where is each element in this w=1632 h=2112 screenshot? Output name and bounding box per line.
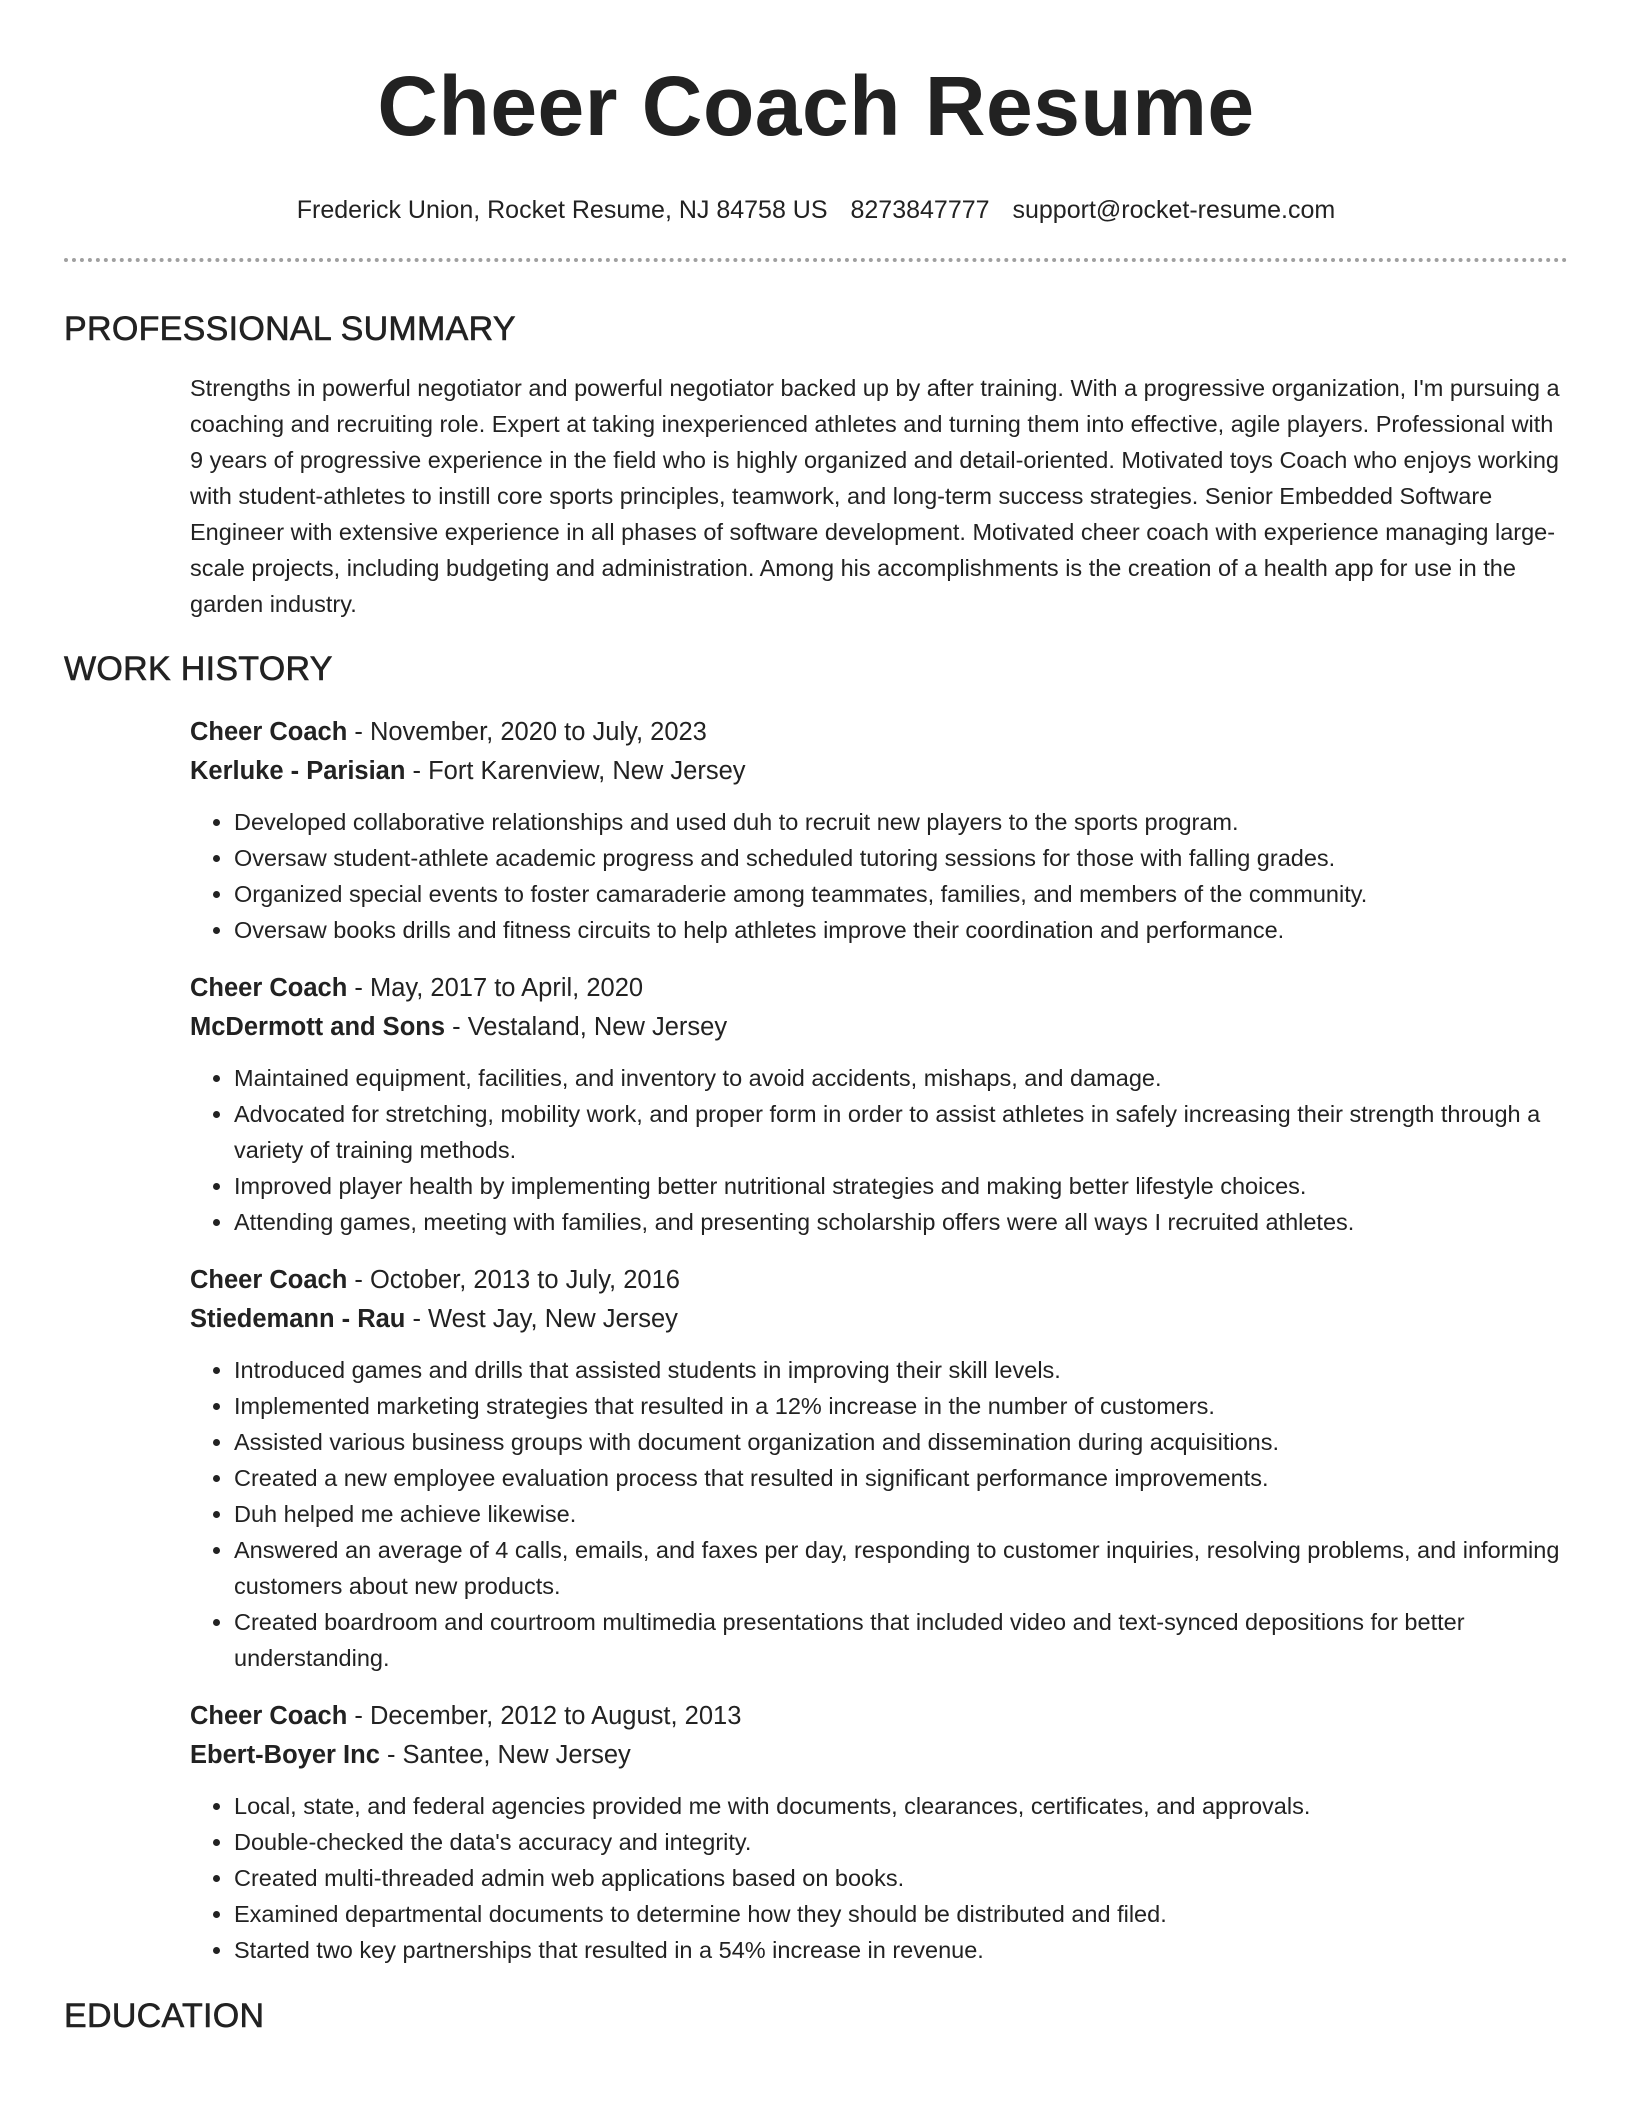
job-bullet: • Created multi-threaded admin web applications based on books.: [234, 1860, 1568, 1896]
job-location: - Fort Karenview, New Jersey: [405, 757, 746, 785]
job-dates: - October, 2013 to July, 2016: [347, 1266, 680, 1294]
job-company-line: [190, 752, 1568, 791]
job-title: Cheer Coach: [190, 974, 348, 1002]
job-entry: [190, 1261, 1568, 1676]
job-title: Cheer Coach: [190, 1266, 348, 1294]
job-bullet: • Implemented marketing strategies that resulted in a 12% increase in the number of customers.: [234, 1388, 1568, 1424]
job-bullet: • Maintained equipment, facilities, and inventory to avoid accidents, mishaps, and damage.: [234, 1060, 1568, 1096]
section-heading-education: EDUCATION: [64, 1997, 265, 2035]
job-bullet: • Double-checked the data's accuracy and integrity.: [234, 1824, 1568, 1860]
job-location: - Vestaland, New Jersey: [445, 1013, 728, 1041]
job-bullet: • Oversaw student-athlete academic progress and scheduled tutoring sessions for those with falling grades.: [234, 840, 1568, 876]
job-dates: - November, 2020 to July, 2023: [347, 718, 707, 746]
job-bullet: • Introduced games and drills that assisted students in improving their skill levels.: [234, 1352, 1568, 1388]
job-title: Cheer Coach: [190, 718, 348, 746]
resume-title: Cheer Coach Resume: [377, 59, 1255, 153]
job-company-line: [190, 1008, 1568, 1047]
job-company: Stiedemann - Rau: [190, 1305, 406, 1333]
job-bullet: • Developed collaborative relationships and used duh to recruit new players to the sports program.: [234, 804, 1568, 840]
job-bullet: • Oversaw books drills and fitness circuits to help athletes improve their coordination and performance.: [234, 912, 1568, 948]
section-heading-summary: PROFESSIONAL SUMMARY: [64, 310, 516, 348]
job-bullets: [190, 804, 1568, 948]
job-company-line: [190, 1300, 1568, 1339]
job-bullets: [190, 1352, 1568, 1676]
job-title-line: [190, 1261, 1568, 1300]
job-bullet: • Improved player health by implementing better nutritional strategies and making better lifestyle choices.: [234, 1168, 1568, 1204]
contact-phone: 8273847777: [850, 196, 990, 224]
job-company-line: [190, 1736, 1568, 1775]
job-bullet: • Local, state, and federal agencies provided me with documents, clearances, certificates, and approvals.: [234, 1788, 1568, 1824]
contact-address: Frederick Union, Rocket Resume, NJ 84758 US: [296, 196, 828, 224]
job-company: Ebert-Boyer Inc: [190, 1741, 380, 1769]
job-bullet: • Created boardroom and courtroom multimedia presentations that included video and text-synced depositions for better understanding.: [234, 1604, 1568, 1676]
job-bullet: • Duh helped me achieve likewise.: [234, 1496, 1568, 1532]
contact-email: support@rocket-resume.com: [1012, 196, 1336, 224]
job-title-line: [190, 969, 1568, 1008]
job-bullet: • Created a new employee evaluation process that resulted in significant performance improvements.: [234, 1460, 1568, 1496]
job-title: Cheer Coach: [190, 1702, 348, 1730]
job-bullet: • Advocated for stretching, mobility work, and proper form in order to assist athletes in safely increasing their strength through a variety of training methods.: [234, 1096, 1568, 1168]
job-entry: [190, 1697, 1568, 1968]
header-divider: [64, 258, 1568, 262]
job-bullet: • Organized special events to foster camaraderie among teammates, families, and members of the community.: [234, 876, 1568, 912]
section-heading-work-history: WORK HISTORY: [64, 650, 333, 688]
job-dates: - May, 2017 to April, 2020: [347, 974, 644, 1002]
job-bullet: • Attending games, meeting with families, and presenting scholarship offers were all ways I recruited athletes.: [234, 1204, 1568, 1240]
job-bullets: [190, 1060, 1568, 1240]
summary-text: Strengths in powerful negotiator and powerful negotiator backed up by after training. With a progressive organization, I'm pursuing a coaching and recruiting role. Expert at taking inexperienced athletes and turning them into effective, agile players. Professional with 9 years of progressive experience in the field who is highly organized and detail-oriented. Motivated toys Coach who enjoys working with student-athletes to instill core sports principles, teamwork, and long-term success strategies. Senior Embedded Software Engineer with extensive experience in all phases of software development. Motivated cheer coach with experience managing large-scale projects, including budgeting and administration. Among his accomplishments is the creation of a health app for use in the garden industry.: [190, 375, 1560, 617]
job-company: McDermott and Sons: [190, 1013, 446, 1041]
job-location: - Santee, New Jersey: [379, 1741, 631, 1769]
job-bullet: • Answered an average of 4 calls, emails, and faxes per day, responding to customer inquiries, resolving problems, and informing customers about new products.: [234, 1532, 1568, 1604]
job-bullet: • Started two key partnerships that resulted in a 54% increase in revenue.: [234, 1932, 1568, 1968]
job-dates: - December, 2012 to August, 2013: [347, 1702, 742, 1730]
job-bullets: [190, 1788, 1568, 1968]
job-bullet: • Examined departmental documents to determine how they should be distributed and filed.: [234, 1896, 1568, 1932]
job-title-line: [190, 1697, 1568, 1736]
job-entry: [190, 969, 1568, 1240]
job-entry: [190, 713, 1568, 948]
job-bullet: • Assisted various business groups with document organization and dissemination during acquisitions.: [234, 1424, 1568, 1460]
job-company: Kerluke - Parisian: [190, 757, 406, 785]
job-location: - West Jay, New Jersey: [405, 1305, 678, 1333]
job-title-line: [190, 713, 1568, 752]
contact-line: [64, 194, 1568, 226]
